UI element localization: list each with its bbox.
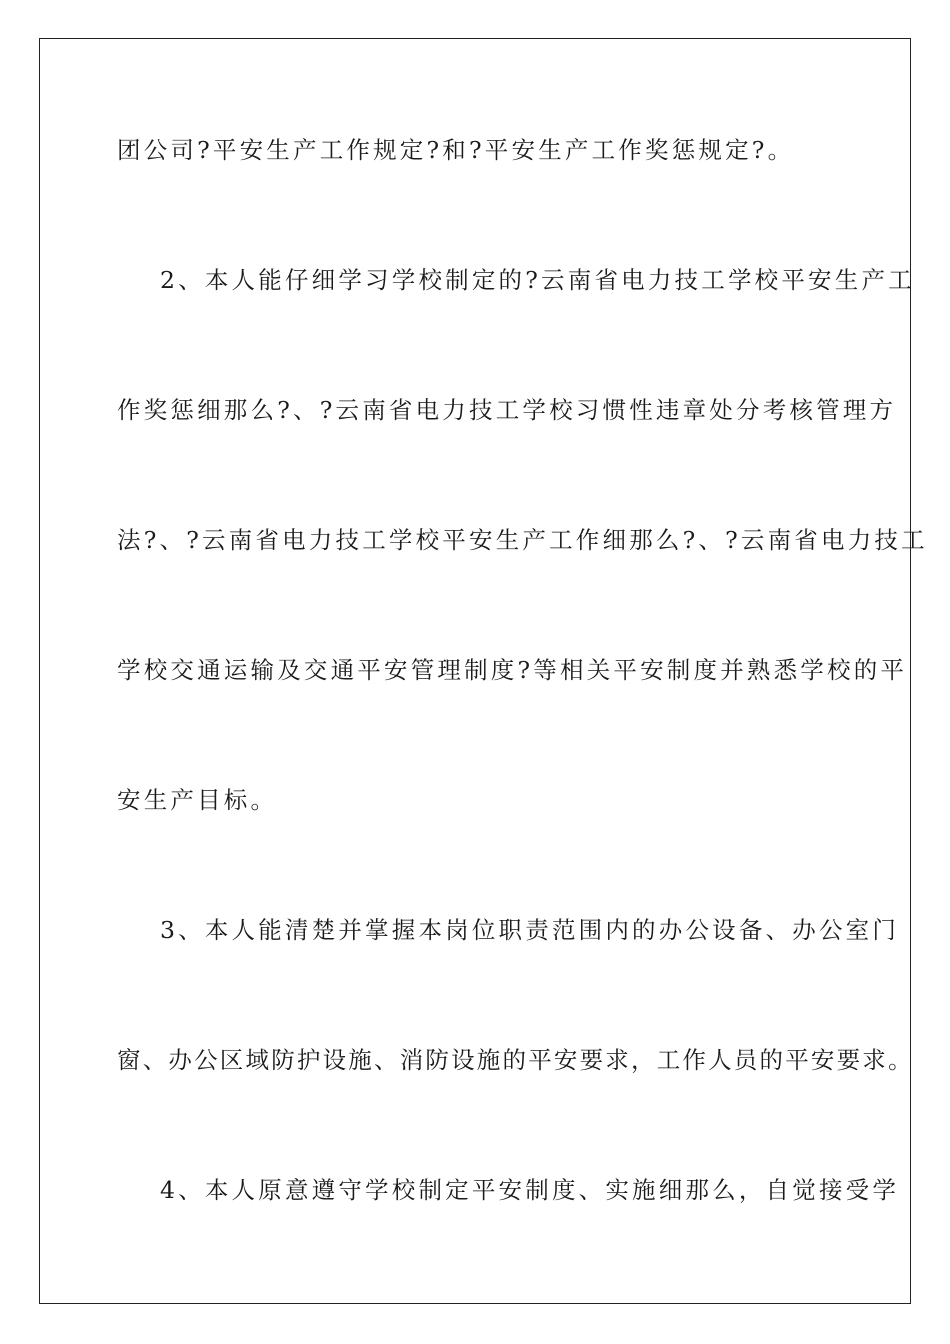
- paragraph-2-line-1: 2、本人能仔细学习学校制定的?云南省电力技工学校平安生产工: [160, 266, 915, 294]
- text-line-1: 团公司?平安生产工作规定?和?平安生产工作奖惩规定?。: [117, 136, 795, 164]
- paragraph-3-line-1: 3、本人能清楚并掌握本岗位职责范围内的办公设备、办公室门: [160, 916, 900, 944]
- paragraph-3-line-2: 窗、办公区域防护设施、消防设施的平安要求，工作人员的平安要求。: [117, 1046, 914, 1074]
- paragraph-2-line-4: 学校交通运输及交通平安管理制度?等相关平安制度并熟悉学校的平: [117, 656, 908, 684]
- paragraph-2-line-2: 作奖惩细那么?、?云南省电力技工学校习惯性违章处分考核管理方: [117, 396, 897, 424]
- paragraph-2-line-5: 安生产目标。: [117, 786, 278, 814]
- paragraph-4-line-1: 4、本人原意遵守学校制定平安制度、实施细那么，自觉接受学: [160, 1176, 900, 1204]
- paragraph-2-line-3: 法?、?云南省电力技工学校平安生产工作细那么?、?云南省电力技工: [117, 526, 928, 554]
